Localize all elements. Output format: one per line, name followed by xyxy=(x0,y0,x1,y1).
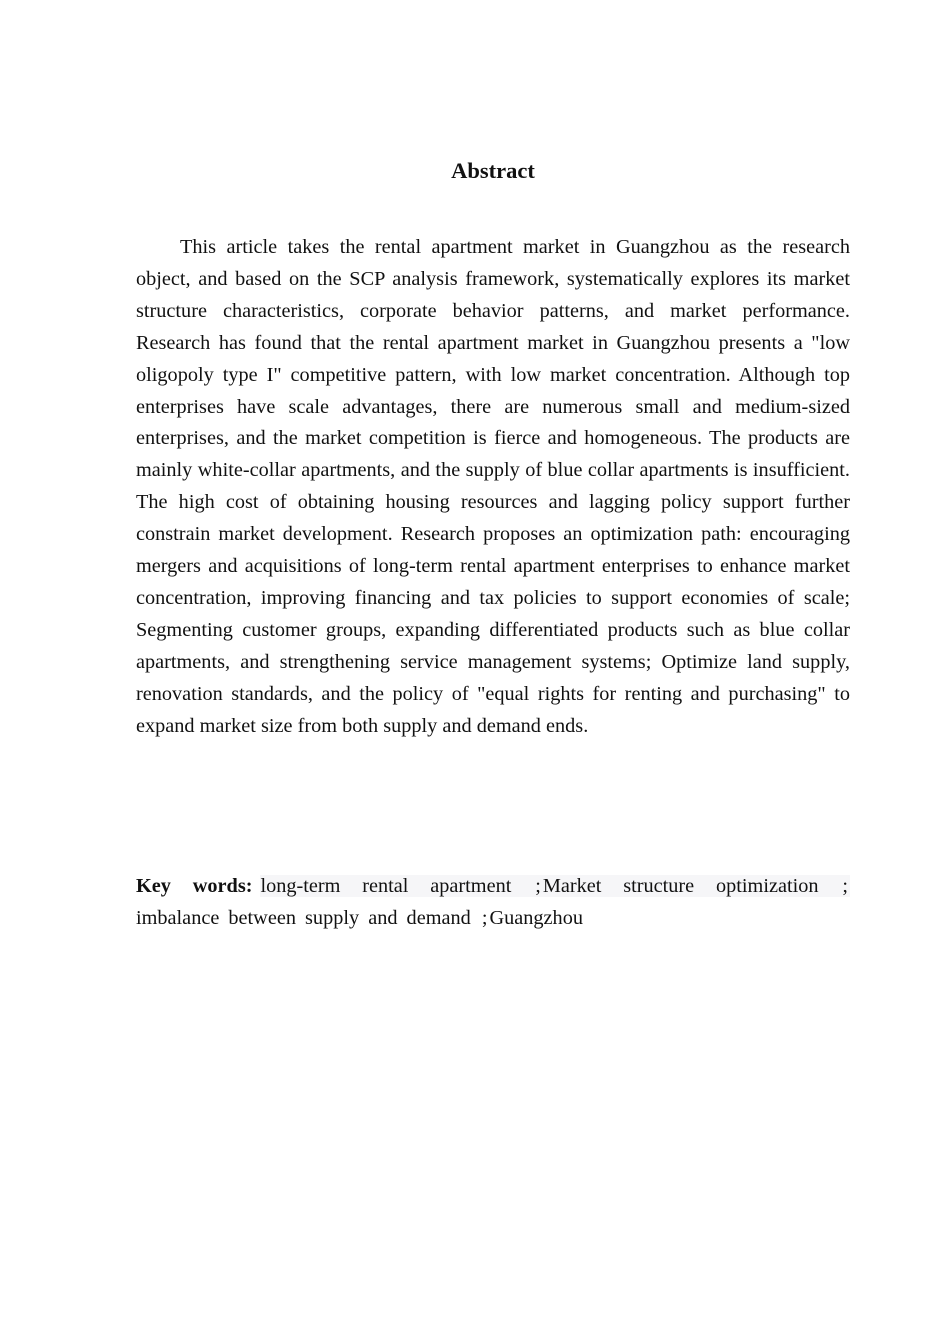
keyword-separator: ; xyxy=(842,875,848,897)
keyword-item: imbalance between supply and demand xyxy=(136,906,471,929)
keyword-separator: ; xyxy=(481,906,488,929)
keyword-item: Guangzhou xyxy=(489,906,583,929)
abstract-title: Abstract xyxy=(451,158,535,183)
keyword-separator: ; xyxy=(535,875,541,897)
keywords-label: Key words: xyxy=(136,875,253,897)
keywords-paragraph xyxy=(136,871,850,935)
keyword-item: long-term rental apartment xyxy=(260,875,512,897)
keyword-item: Market structure optimization xyxy=(542,875,819,897)
abstract-body: This article takes the rental apartment market in Guangzhou as the research object, and based on the SCP analysis framework, systematically explores its market structure characteristics, corporate behavior patterns, and market performance. Research has found that the rental apartment market in Guangzhou presents a "low oligopoly type I" competitive pattern, with low market concentration. Although top enterprises have scale advantages, there are numerous small and medium-sized enterprises, and the market competition is fierce and homogeneous. The products are mainly white-collar apartments, and the supply of blue collar apartments is insufficient. The high cost of obtaining housing resources and lagging policy support further constrain market development. Research proposes an optimization path: encouraging mergers and acquisitions of long-term rental apartment enterprises to enhance market concentration, improving financing and tax policies to support economies of scale; Segmenting customer groups, expanding differentiated products such as blue collar apartments, and strengthening service management systems; Optimize land supply, renovation standards, and the policy of "equal rights for renting and purchasing" to expand market size from both supply and demand ends. xyxy=(136,236,850,737)
keywords-highlight xyxy=(260,875,850,897)
